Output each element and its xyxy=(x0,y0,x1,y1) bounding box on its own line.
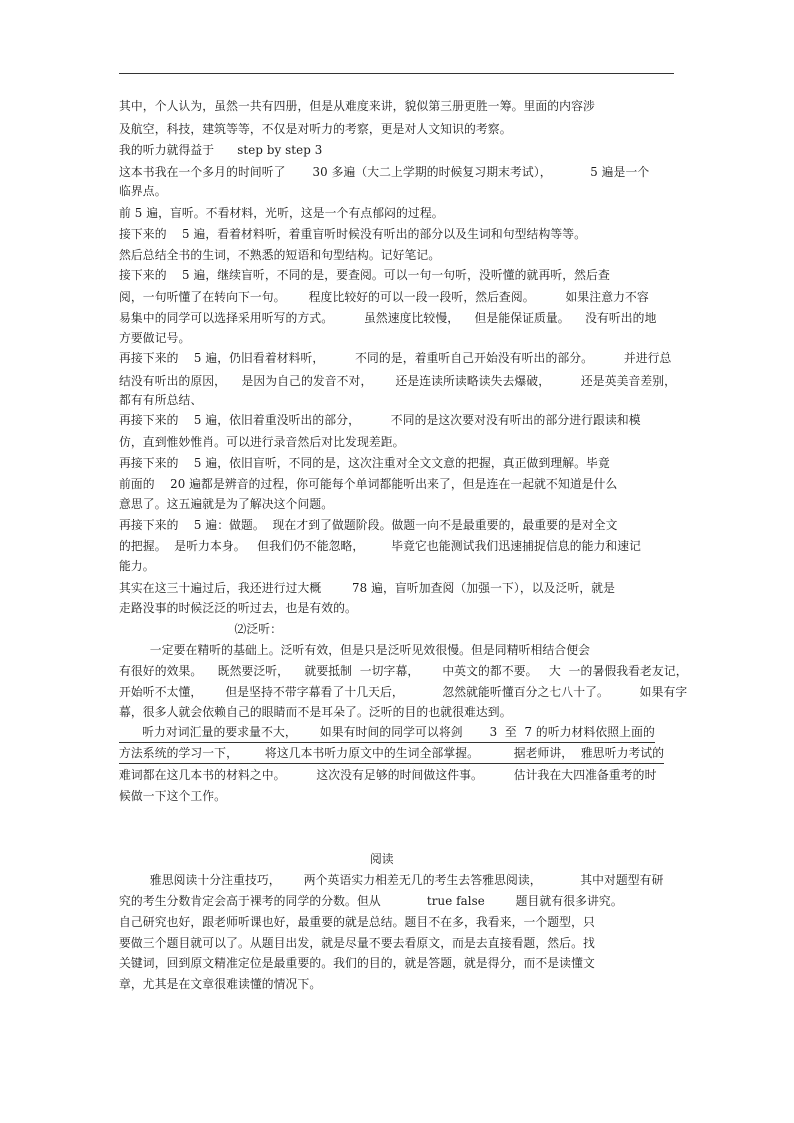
underlined-text-line: 听力对词汇量的要求量不大， 如果有时间的同学可以将剑 3 至 7 的听力材料依照上面的 xyxy=(119,722,655,743)
text-line: 开始听不太懂， 但是坚持不带字幕看了十几天后， 忽然就能听懂百分之七八十了。 如果有字 xyxy=(119,685,688,699)
text-line: 然后总结全书的生词，不熟悉的短语和句型结构。记好笔记。 xyxy=(119,248,441,262)
text-line: 方要做记号。 xyxy=(119,331,191,345)
text-line: 及航空，科技，建筑等等，不仅是对听力的考察，更是对人文知识的考察。 xyxy=(119,122,512,136)
text-line: 有很好的效果。 既然要泛听， 就要抵制 一切字幕， 中英文的都不要。 大 一的暑假我看老友记， xyxy=(119,664,688,678)
text-line: 阅，一句听懂了在转向下一句。 程度比较好的可以一段一段听，然后查阅。 如果注意力不容 xyxy=(119,290,649,304)
text-line: 接下来的 5 遍，继续盲听，不同的是，要查阅。可以一句一句听，没听懂的就再听，然后查 xyxy=(119,268,610,282)
text-line: 我的听力就得益于 step by step 3 xyxy=(119,143,323,157)
header-rule xyxy=(119,73,674,74)
text-line: 临界点。 xyxy=(119,184,167,198)
underlined-text-line: 方法系统的学习一下， 将这几本书听力原文中的生词全部掌握。 据老师讲， 雅思听力考试的 xyxy=(119,743,664,764)
section-heading-reading: 阅读 xyxy=(370,852,394,866)
text-line: 其实在这三十遍过后，我还进行过大概 78 遍，盲听加查阅（加强一下），以及泛听，就是 xyxy=(119,581,616,595)
text-line: 再接下来的 5 遍，仍旧看着材料听， 不同的是，着重听自己开始没有听出的部分。 并进行总 xyxy=(119,351,672,365)
text-line: 究的考生分数肯定会高于裸考的同学的分数。但从 true false 题目就有很多讲究。 xyxy=(119,894,623,908)
text-line: 前面的 20 遍都是辨音的过程，你可能每个单词都能听出来了，但是连在一起就不知道是什么 xyxy=(119,477,618,491)
text-line: 意思了。这五遍就是为了解决这个问题。 xyxy=(119,497,334,511)
text-line: 一定要在精听的基础上。泛听有效，但是只是泛听见效很慢。但是同精听相结合便会 xyxy=(119,643,590,657)
text-line: 幕，很多人就会依赖自己的眼睛而不是耳朵了。泛听的目的也就很难达到。 xyxy=(119,705,512,719)
text-line: 仿，直到惟妙惟肖。可以进行录音然后对比发现差距。 xyxy=(119,435,405,449)
text-line: 再接下来的 5 遍，依旧盲听，不同的是，这次注重对全文文意的把握，真正做到理解。毕竟 xyxy=(119,456,610,470)
text-line: 结没有听出的原因， 是因为自己的发音不对， 还是连读所读略读失去爆破， 还是英美音差别， xyxy=(119,374,677,388)
text-line: 的把握。 是听力本身。 但我们仍不能忽略， 毕竟它也能测试我们迅速捕捉信息的能力和速记 xyxy=(119,539,642,553)
text-line: 关键词，回到原文精准定位是最重要的。我们的目的，就是答题，就是得分，而不是读懂文 xyxy=(119,956,595,970)
text-line: 自己研究也好，跟老师听课也好，最重要的就是总结。题目不在多，我看来，一个题型，只 xyxy=(119,915,595,929)
text-line: 难词都在这几本书的材料之中。 这次没有足够的时间做这件事。 估计我在大四准备重考的时 xyxy=(119,768,657,782)
text-line: 再接下来的 5 遍：做题。 现在才到了做题阶段。做题一向不是最重要的，最重要的是对全文 xyxy=(119,518,618,532)
text-line: 候做一下这个工作。 xyxy=(119,789,227,803)
text-line: 走路没事的时候泛泛的听过去，也是有效的。 xyxy=(119,601,357,615)
text-line: 雅思阅读十分注重技巧， 两个英语实力相差无几的考生去答雅思阅读， 其中对题型有研 xyxy=(119,873,664,887)
text-line: 其中，个人认为，虽然一共有四册，但是从难度来讲，貌似第三册更胜一筹。里面的内容涉 xyxy=(119,99,595,113)
subsection-heading: ⑵泛听： xyxy=(119,622,283,636)
text-line: 易集中的同学可以选择采用听写的方式。 虽然速度比较慢， 但是能保证质量。 没有听出的地 xyxy=(119,311,657,325)
text-line: 都有有所总结、 xyxy=(119,393,203,407)
text-line: 要做三个题目就可以了。从题目出发，就是尽量不要去看原文，而是去直接看题，然后。找 xyxy=(119,936,595,950)
text-line: 章，尤其是在文章很难读懂的情况下。 xyxy=(119,977,322,991)
text-line: 接下来的 5 遍，看着材料听，着重盲听时候没有听出的部分以及生词和句型结构等等。 xyxy=(119,227,587,241)
text-line: 能力。 xyxy=(119,559,155,573)
text-line: 前 5 遍，盲听。不看材料，光听，这是一个有点郁闷的过程。 xyxy=(119,206,444,220)
text-line: 这本书我在一个多月的时间听了 30 多遍（大二上学期的时候复习期末考试）， 5 遍是一个 xyxy=(119,165,650,179)
text-line: 再接下来的 5 遍，依旧着重没听出的部分， 不同的是这次要对没有听出的部分进行跟读和模 xyxy=(119,413,641,427)
